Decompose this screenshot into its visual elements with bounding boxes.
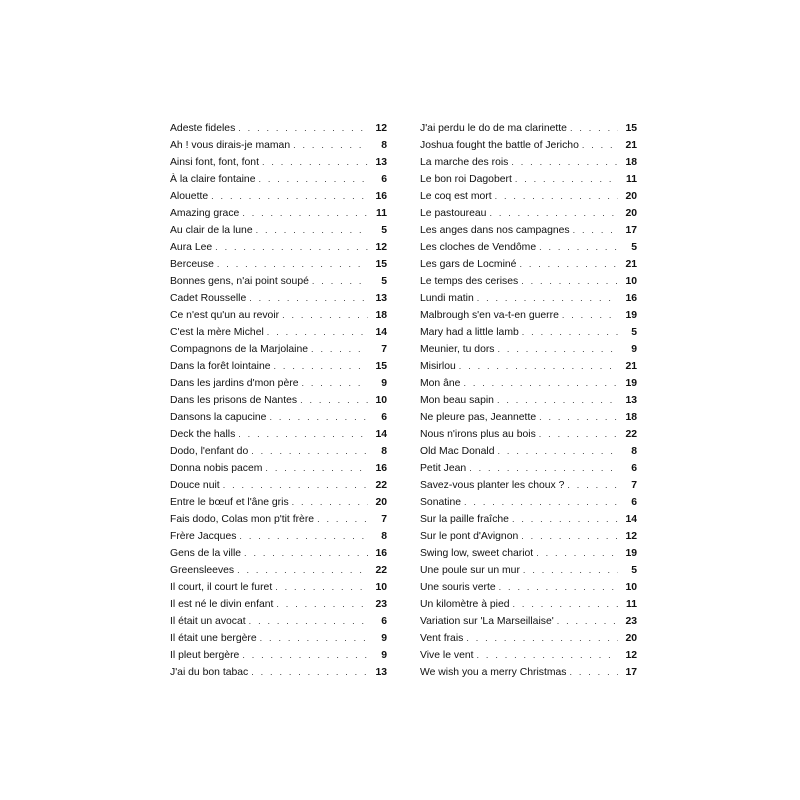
dot-leader bbox=[215, 239, 368, 256]
entry-title: Le bon roi Dagobert bbox=[420, 174, 512, 185]
dot-leader bbox=[269, 409, 368, 426]
entry-title: Swing low, sweet chariot bbox=[420, 548, 534, 559]
dot-leader bbox=[292, 494, 368, 511]
index-entry bbox=[420, 188, 637, 205]
entry-page-number: 14 bbox=[625, 514, 637, 525]
dot-leader bbox=[237, 562, 368, 579]
dot-leader bbox=[238, 426, 368, 443]
index-entry bbox=[170, 426, 387, 443]
entry-title: Petit Jean bbox=[420, 463, 467, 474]
entry-page-number: 11 bbox=[626, 174, 637, 185]
index-entry bbox=[420, 307, 637, 324]
dot-leader bbox=[539, 426, 618, 443]
dot-leader bbox=[515, 171, 618, 188]
dot-leader bbox=[536, 545, 618, 562]
index-entry bbox=[170, 256, 387, 273]
dot-leader bbox=[242, 205, 368, 222]
index-entry bbox=[170, 630, 387, 647]
entry-title: Aura Lee bbox=[170, 242, 213, 253]
entry-page-number: 15 bbox=[375, 361, 387, 372]
entry-title: Mary had a little lamb bbox=[420, 327, 519, 338]
dot-leader bbox=[249, 613, 368, 630]
index-entry bbox=[170, 409, 387, 426]
entry-page-number: 17 bbox=[625, 225, 637, 236]
entry-title: Frère Jacques bbox=[170, 531, 237, 542]
dot-leader bbox=[557, 613, 618, 630]
dot-leader bbox=[513, 596, 618, 613]
index-entry bbox=[170, 562, 387, 579]
entry-page-number: 12 bbox=[375, 242, 387, 253]
dot-leader bbox=[282, 307, 368, 324]
index-entry bbox=[170, 171, 387, 188]
index-entry bbox=[420, 596, 637, 613]
index-entry bbox=[170, 494, 387, 511]
dot-leader bbox=[569, 664, 618, 681]
entry-title: La marche des rois bbox=[420, 157, 509, 168]
dot-leader bbox=[275, 579, 368, 596]
entry-page-number: 7 bbox=[381, 514, 387, 525]
dot-leader bbox=[539, 409, 618, 426]
entry-page-number: 22 bbox=[625, 429, 637, 440]
index-entry bbox=[420, 375, 637, 392]
dot-leader bbox=[267, 324, 368, 341]
entry-title: Lundi matin bbox=[420, 293, 474, 304]
entry-page-number: 7 bbox=[631, 480, 637, 491]
entry-title: Le coq est mort bbox=[420, 191, 492, 202]
dot-leader bbox=[244, 545, 368, 562]
entry-page-number: 21 bbox=[625, 259, 637, 270]
dot-leader bbox=[265, 460, 368, 477]
index-entry bbox=[420, 256, 637, 273]
entry-page-number: 10 bbox=[625, 582, 637, 593]
index-entry bbox=[420, 647, 637, 664]
entry-title: Entre le bœuf et l'âne gris bbox=[170, 497, 289, 508]
dot-leader bbox=[562, 307, 618, 324]
entry-page-number: 8 bbox=[381, 446, 387, 457]
dot-leader bbox=[499, 579, 618, 596]
entry-page-number: 7 bbox=[381, 344, 387, 355]
entry-title: Les anges dans nos campagnes bbox=[420, 225, 570, 236]
entry-page-number: 12 bbox=[625, 531, 637, 542]
entry-title: Joshua fought the battle of Jericho bbox=[420, 140, 579, 151]
dot-leader bbox=[223, 477, 368, 494]
entry-page-number: 12 bbox=[625, 650, 637, 661]
entry-page-number: 9 bbox=[631, 344, 637, 355]
dot-leader bbox=[495, 188, 618, 205]
entry-title: Malbrough s'en va-t-en guerre bbox=[420, 310, 559, 321]
entry-title: Bonnes gens, n'ai point soupé bbox=[170, 276, 309, 287]
index-entry bbox=[420, 511, 637, 528]
index-entry bbox=[420, 358, 637, 375]
index-entry bbox=[170, 239, 387, 256]
dot-leader bbox=[459, 358, 618, 375]
entry-page-number: 16 bbox=[375, 191, 387, 202]
dot-leader bbox=[211, 188, 368, 205]
index-entry bbox=[170, 375, 387, 392]
dot-leader bbox=[260, 630, 368, 647]
entry-title: Nous n'irons plus au bois bbox=[420, 429, 536, 440]
dot-leader bbox=[293, 137, 368, 154]
index-entry bbox=[170, 460, 387, 477]
entry-page-number: 20 bbox=[625, 208, 637, 219]
index-entry bbox=[420, 222, 637, 239]
entry-page-number: 11 bbox=[626, 599, 637, 610]
entry-page-number: 10 bbox=[375, 395, 387, 406]
index-entry bbox=[170, 545, 387, 562]
entry-title: Ah ! vous dirais-je maman bbox=[170, 140, 291, 151]
entry-page-number: 15 bbox=[625, 123, 637, 134]
entry-title: We wish you a merry Christmas bbox=[420, 667, 567, 678]
index-entry bbox=[420, 239, 637, 256]
entry-page-number: 18 bbox=[375, 310, 387, 321]
index-entry bbox=[420, 630, 637, 647]
dot-leader bbox=[239, 528, 368, 545]
entry-title: Un kilomètre à pied bbox=[420, 599, 510, 610]
entry-page-number: 5 bbox=[631, 565, 637, 576]
entry-page-number: 19 bbox=[625, 548, 637, 559]
entry-title: Misirlou bbox=[420, 361, 456, 372]
entry-title: À la claire fontaine bbox=[170, 174, 256, 185]
dot-leader bbox=[512, 511, 618, 528]
dot-leader bbox=[238, 120, 368, 137]
dot-leader bbox=[498, 443, 618, 460]
entry-page-number: 13 bbox=[375, 667, 387, 678]
index-entry bbox=[170, 222, 387, 239]
dot-leader bbox=[522, 324, 618, 341]
index-entry bbox=[170, 613, 387, 630]
index-entry bbox=[420, 324, 637, 341]
entry-page-number: 17 bbox=[625, 667, 637, 678]
dot-leader bbox=[311, 341, 368, 358]
index-entry bbox=[420, 120, 637, 137]
entry-page-number: 15 bbox=[375, 259, 387, 270]
entry-title: Il court, il court le furet bbox=[170, 582, 273, 593]
entry-page-number: 18 bbox=[625, 157, 637, 168]
entry-page-number: 10 bbox=[375, 582, 387, 593]
entry-page-number: 6 bbox=[381, 412, 387, 423]
dot-leader bbox=[262, 154, 368, 171]
dot-leader bbox=[573, 222, 618, 239]
entry-page-number: 9 bbox=[381, 650, 387, 661]
dot-leader bbox=[274, 358, 368, 375]
dot-leader bbox=[249, 290, 368, 307]
entry-page-number: 14 bbox=[375, 327, 387, 338]
dot-leader bbox=[242, 647, 368, 664]
entry-title: Dansons la capucine bbox=[170, 412, 267, 423]
entry-page-number: 20 bbox=[625, 191, 637, 202]
entry-title: C'est la mère Michel bbox=[170, 327, 264, 338]
entry-title: Dans la forêt lointaine bbox=[170, 361, 271, 372]
entry-title: Les cloches de Vendôme bbox=[420, 242, 537, 253]
entry-page-number: 9 bbox=[381, 378, 387, 389]
entry-title: Berceuse bbox=[170, 259, 214, 270]
dot-leader bbox=[217, 256, 368, 273]
dot-leader bbox=[258, 171, 368, 188]
entry-page-number: 5 bbox=[381, 276, 387, 287]
index-entry bbox=[170, 443, 387, 460]
index-entry bbox=[420, 137, 637, 154]
index-entry bbox=[170, 477, 387, 494]
entry-title: Sonatine bbox=[420, 497, 462, 508]
entry-title: J'ai perdu le do de ma clarinette bbox=[420, 123, 567, 134]
entry-title: Gens de la ville bbox=[170, 548, 242, 559]
index-entry bbox=[420, 579, 637, 596]
entry-title: Une poule sur un mur bbox=[420, 565, 520, 576]
dot-leader bbox=[582, 137, 618, 154]
index-entry bbox=[420, 273, 637, 290]
entry-title: Une souris verte bbox=[420, 582, 496, 593]
dot-leader bbox=[251, 664, 368, 681]
entry-page-number: 19 bbox=[625, 378, 637, 389]
index-entry bbox=[420, 341, 637, 358]
entry-title: Alouette bbox=[170, 191, 209, 202]
index-entry bbox=[170, 290, 387, 307]
index-entry bbox=[170, 120, 387, 137]
entry-page-number: 20 bbox=[375, 497, 387, 508]
index-entry bbox=[420, 443, 637, 460]
entry-title: Adeste fideles bbox=[170, 123, 236, 134]
index-column-left bbox=[170, 120, 387, 681]
dot-leader bbox=[521, 528, 618, 545]
entry-page-number: 10 bbox=[625, 276, 637, 287]
dot-leader bbox=[567, 477, 618, 494]
dot-leader bbox=[477, 647, 618, 664]
index-entry bbox=[420, 460, 637, 477]
entry-page-number: 5 bbox=[631, 327, 637, 338]
entry-title: Greensleeves bbox=[170, 565, 235, 576]
dot-leader bbox=[312, 273, 368, 290]
dot-leader bbox=[251, 443, 368, 460]
entry-page-number: 23 bbox=[375, 599, 387, 610]
entry-page-number: 6 bbox=[631, 463, 637, 474]
entry-page-number: 16 bbox=[375, 548, 387, 559]
index-entry bbox=[170, 205, 387, 222]
index-entry bbox=[170, 358, 387, 375]
entry-title: J'ai du bon tabac bbox=[170, 667, 249, 678]
index-entry bbox=[170, 392, 387, 409]
entry-page-number: 8 bbox=[631, 446, 637, 457]
entry-page-number: 5 bbox=[381, 225, 387, 236]
entry-page-number: 8 bbox=[381, 531, 387, 542]
entry-title: Ne pleure pas, Jeannette bbox=[420, 412, 537, 423]
index-entry bbox=[420, 545, 637, 562]
dot-leader bbox=[300, 392, 368, 409]
entry-title: Dodo, l'enfant do bbox=[170, 446, 249, 457]
index-entry bbox=[420, 613, 637, 630]
dot-leader bbox=[463, 375, 618, 392]
entry-title: Au clair de la lune bbox=[170, 225, 253, 236]
index-entry bbox=[170, 307, 387, 324]
entry-title: Le temps des cerises bbox=[420, 276, 519, 287]
index-entry bbox=[420, 409, 637, 426]
index-entry bbox=[170, 647, 387, 664]
entry-title: Cadet Rousselle bbox=[170, 293, 247, 304]
entry-title: Donna nobis pacem bbox=[170, 463, 263, 474]
entry-title: Il est né le divin enfant bbox=[170, 599, 274, 610]
entry-title: Dans les prisons de Nantes bbox=[170, 395, 298, 406]
entry-page-number: 13 bbox=[375, 293, 387, 304]
entry-title: Dans les jardins d'mon père bbox=[170, 378, 299, 389]
entry-page-number: 5 bbox=[631, 242, 637, 253]
dot-leader bbox=[498, 341, 618, 358]
entry-title: Amazing grace bbox=[170, 208, 240, 219]
entry-title: Sur la paille fraîche bbox=[420, 514, 509, 525]
index-entry bbox=[170, 664, 387, 681]
entry-page-number: 6 bbox=[381, 616, 387, 627]
dot-leader bbox=[464, 494, 618, 511]
dot-leader bbox=[570, 120, 618, 137]
index-entry bbox=[420, 426, 637, 443]
entry-page-number: 16 bbox=[625, 293, 637, 304]
entry-page-number: 22 bbox=[375, 480, 387, 491]
entry-title: Il était un avocat bbox=[170, 616, 246, 627]
entry-page-number: 22 bbox=[375, 565, 387, 576]
entry-page-number: 23 bbox=[625, 616, 637, 627]
dot-leader bbox=[521, 273, 618, 290]
dot-leader bbox=[469, 460, 618, 477]
entry-title: Fais dodo, Colas mon p'tit frère bbox=[170, 514, 315, 525]
entry-page-number: 6 bbox=[381, 174, 387, 185]
entry-title: Il était une bergère bbox=[170, 633, 257, 644]
dot-leader bbox=[523, 562, 618, 579]
index-entry bbox=[420, 205, 637, 222]
entry-page-number: 9 bbox=[381, 633, 387, 644]
index-entry bbox=[170, 579, 387, 596]
index-entry bbox=[170, 154, 387, 171]
dot-leader bbox=[276, 596, 368, 613]
index-entry bbox=[420, 528, 637, 545]
entry-page-number: 21 bbox=[625, 140, 637, 151]
dot-leader bbox=[301, 375, 368, 392]
entry-title: Le pastoureau bbox=[420, 208, 487, 219]
entry-title: Compagnons de la Marjolaine bbox=[170, 344, 309, 355]
entry-title: Sur le pont d'Avignon bbox=[420, 531, 519, 542]
entry-title: Deck the halls bbox=[170, 429, 236, 440]
dot-leader bbox=[539, 239, 618, 256]
entry-page-number: 19 bbox=[625, 310, 637, 321]
index-entry bbox=[170, 341, 387, 358]
entry-page-number: 12 bbox=[375, 123, 387, 134]
index-entry bbox=[170, 273, 387, 290]
dot-leader bbox=[511, 154, 618, 171]
index-entry bbox=[420, 392, 637, 409]
index-entry bbox=[420, 477, 637, 494]
entry-page-number: 8 bbox=[381, 140, 387, 151]
index-entry bbox=[170, 137, 387, 154]
index-entry bbox=[420, 562, 637, 579]
index-entry bbox=[420, 154, 637, 171]
entry-title: Vent frais bbox=[420, 633, 464, 644]
dot-leader bbox=[477, 290, 618, 307]
index-column-right bbox=[420, 120, 637, 681]
entry-title: Ce n'est qu'un au revoir bbox=[170, 310, 280, 321]
entry-page-number: 21 bbox=[625, 361, 637, 372]
entry-page-number: 20 bbox=[625, 633, 637, 644]
entry-title: Mon beau sapin bbox=[420, 395, 494, 406]
entry-page-number: 11 bbox=[376, 208, 387, 219]
index-entry bbox=[420, 664, 637, 681]
entry-page-number: 13 bbox=[625, 395, 637, 406]
entry-title: Douce nuit bbox=[170, 480, 220, 491]
entry-title: Meunier, tu dors bbox=[420, 344, 495, 355]
entry-title: Variation sur 'La Marseillaise' bbox=[420, 616, 554, 627]
entry-title: Mon âne bbox=[420, 378, 461, 389]
entry-title: Il pleut bergère bbox=[170, 650, 240, 661]
dot-leader bbox=[466, 630, 618, 647]
index-entry bbox=[170, 188, 387, 205]
index-entry bbox=[420, 171, 637, 188]
index-entry bbox=[420, 290, 637, 307]
dot-leader bbox=[519, 256, 618, 273]
index-entry bbox=[170, 511, 387, 528]
entry-title: Ainsi font, font, font bbox=[170, 157, 259, 168]
index-entry bbox=[170, 528, 387, 545]
entry-title: Vive le vent bbox=[420, 650, 474, 661]
index-entry bbox=[420, 494, 637, 511]
entry-title: Old Mac Donald bbox=[420, 446, 495, 457]
entry-title: Les gars de Locminé bbox=[420, 259, 517, 270]
entry-page-number: 14 bbox=[375, 429, 387, 440]
entry-title: Savez-vous planter les choux ? bbox=[420, 480, 565, 491]
entry-page-number: 18 bbox=[625, 412, 637, 423]
dot-leader bbox=[256, 222, 368, 239]
entry-page-number: 16 bbox=[375, 463, 387, 474]
dot-leader bbox=[497, 392, 618, 409]
dot-leader bbox=[317, 511, 368, 528]
index-entry bbox=[170, 324, 387, 341]
entry-page-number: 13 bbox=[375, 157, 387, 168]
entry-page-number: 6 bbox=[631, 497, 637, 508]
dot-leader bbox=[489, 205, 618, 222]
index-entry bbox=[170, 596, 387, 613]
